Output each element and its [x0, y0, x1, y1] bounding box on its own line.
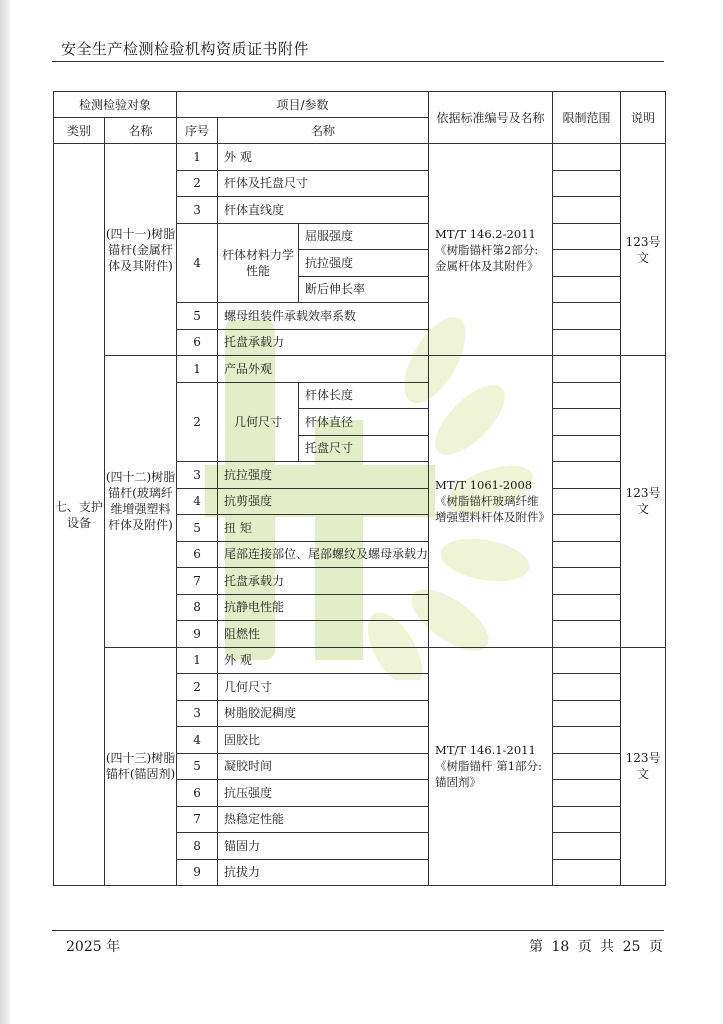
item-name-cell: 螺母组装件承载效率系数: [218, 303, 429, 330]
item-name-cell: 产品外观: [218, 356, 429, 383]
limit-cell: [553, 859, 621, 886]
seq-cell: 8: [177, 594, 218, 621]
header-object-name: 名称: [105, 118, 177, 144]
item-name-cell: 几何尺寸: [218, 674, 429, 701]
footer-page-number: 第 18 页 共 25 页: [529, 939, 663, 955]
item-name-cell: 托盘承载力: [218, 568, 429, 595]
limit-cell: [553, 806, 621, 833]
seq-cell: 1: [177, 356, 218, 383]
seq-cell: 2: [177, 382, 218, 462]
footer-year: 2025 年: [66, 939, 121, 955]
limit-cell: [553, 170, 621, 197]
sub-item-cell: 托盘尺寸: [299, 435, 429, 462]
object-name-cell: (四十三)树脂锚杆(锚固剂): [105, 647, 177, 886]
seq-cell: 3: [177, 462, 218, 489]
header-standard: 依据标准编号及名称: [429, 92, 553, 144]
item-name-cell: 外 观: [218, 144, 429, 171]
seq-cell: 7: [177, 568, 218, 595]
limit-cell: [553, 276, 621, 303]
sub-item-cell: 屈服强度: [299, 223, 429, 250]
header-seq: 序号: [177, 118, 218, 144]
limit-cell: [553, 462, 621, 489]
note-cell: 123号文: [621, 356, 666, 648]
item-name-cell: 杆体及托盘尺寸: [218, 170, 429, 197]
footer-divider: [52, 930, 664, 931]
header-category: 类别: [54, 118, 105, 144]
table-row: [54, 647, 666, 674]
header-object: 检测检验对象: [54, 92, 177, 118]
limit-cell: [553, 647, 621, 674]
limit-cell: [553, 674, 621, 701]
seq-cell: 6: [177, 329, 218, 356]
table-row: [54, 356, 666, 383]
limit-cell: [553, 833, 621, 860]
item-name-cell: 阻燃性: [218, 621, 429, 648]
item-name-cell: 抗剪强度: [218, 488, 429, 515]
standard-cell: MT/T 146.1-2011《树脂锚杆 第1部分:锚固剂》: [429, 647, 553, 886]
seq-cell: 2: [177, 674, 218, 701]
table-row: [54, 144, 666, 171]
note-cell: 123号文: [621, 144, 666, 356]
object-name-cell: (四十二)树脂锚杆(玻璃纤维增强塑料杆体及附件): [105, 356, 177, 648]
limit-cell: [553, 621, 621, 648]
limit-cell: [553, 435, 621, 462]
item-name-cell: 抗拉强度: [218, 462, 429, 489]
object-name-cell: (四十一)树脂锚杆(金属杆体及其附件): [105, 144, 177, 356]
limit-cell: [553, 197, 621, 224]
limit-cell: [553, 700, 621, 727]
seq-cell: 6: [177, 780, 218, 807]
header-limit: 限制范围: [553, 92, 621, 144]
limit-cell: [553, 329, 621, 356]
limit-cell: [553, 250, 621, 277]
seq-cell: 7: [177, 806, 218, 833]
header-divider: [52, 61, 664, 62]
item-name-cell: 抗拔力: [218, 859, 429, 886]
limit-cell: [553, 727, 621, 754]
seq-cell: 8: [177, 833, 218, 860]
limit-cell: [553, 780, 621, 807]
item-name-cell: 树脂胶泥稠度: [218, 700, 429, 727]
seq-cell: 9: [177, 859, 218, 886]
item-name-cell: 外 观: [218, 647, 429, 674]
limit-cell: [553, 753, 621, 780]
item-name-cell: 凝胶时间: [218, 753, 429, 780]
seq-cell: 5: [177, 515, 218, 542]
seq-cell: 1: [177, 144, 218, 171]
header-item-name: 名称: [218, 118, 429, 144]
item-name-cell: 尾部连接部位、尾部螺纹及螺母承载力: [218, 541, 429, 568]
item-name-cell: 杆体材料力学性能: [218, 223, 299, 303]
scan-page-edge: [0, 0, 10, 1024]
item-name-cell: 固胶比: [218, 727, 429, 754]
header-note: 说明: [621, 92, 666, 144]
category-cell: 七、支护设备: [54, 144, 105, 886]
seq-cell: 5: [177, 753, 218, 780]
item-name-cell: 托盘承载力: [218, 329, 429, 356]
limit-cell: [553, 223, 621, 250]
limit-cell: [553, 594, 621, 621]
page-header-title: 安全生产检测检验机构资质证书附件: [61, 40, 310, 58]
seq-cell: 3: [177, 700, 218, 727]
limit-cell: [553, 382, 621, 409]
seq-cell: 6: [177, 541, 218, 568]
seq-cell: 9: [177, 621, 218, 648]
limit-cell: [553, 541, 621, 568]
item-name-cell: 几何尺寸: [218, 382, 299, 462]
item-name-cell: 锚固力: [218, 833, 429, 860]
sub-item-cell: 断后伸长率: [299, 276, 429, 303]
seq-cell: 4: [177, 223, 218, 303]
seq-cell: 5: [177, 303, 218, 330]
limit-cell: [553, 568, 621, 595]
limit-cell: [553, 356, 621, 383]
seq-cell: 4: [177, 727, 218, 754]
item-name-cell: 杆体直线度: [218, 197, 429, 224]
item-name-cell: 扭 矩: [218, 515, 429, 542]
limit-cell: [553, 303, 621, 330]
note-cell: 123号文: [621, 647, 666, 886]
standard-cell: MT/T 146.2-2011《树脂锚杆第2部分:金属杆体及其附件》: [429, 144, 553, 356]
item-name-cell: 热稳定性能: [218, 806, 429, 833]
qualification-table: [53, 91, 666, 886]
sub-item-cell: 抗拉强度: [299, 250, 429, 277]
header-item-param: 项目/参数: [177, 92, 429, 118]
seq-cell: 3: [177, 197, 218, 224]
standard-cell: MT/T 1061-2008《树脂锚杆玻璃纤维增强塑料杆体及附件》: [429, 356, 553, 648]
item-name-cell: 抗静电性能: [218, 594, 429, 621]
limit-cell: [553, 515, 621, 542]
item-name-cell: 抗压强度: [218, 780, 429, 807]
limit-cell: [553, 144, 621, 171]
seq-cell: 1: [177, 647, 218, 674]
sub-item-cell: 杆体直径: [299, 409, 429, 436]
limit-cell: [553, 488, 621, 515]
seq-cell: 2: [177, 170, 218, 197]
limit-cell: [553, 409, 621, 436]
seq-cell: 4: [177, 488, 218, 515]
sub-item-cell: 杆体长度: [299, 382, 429, 409]
